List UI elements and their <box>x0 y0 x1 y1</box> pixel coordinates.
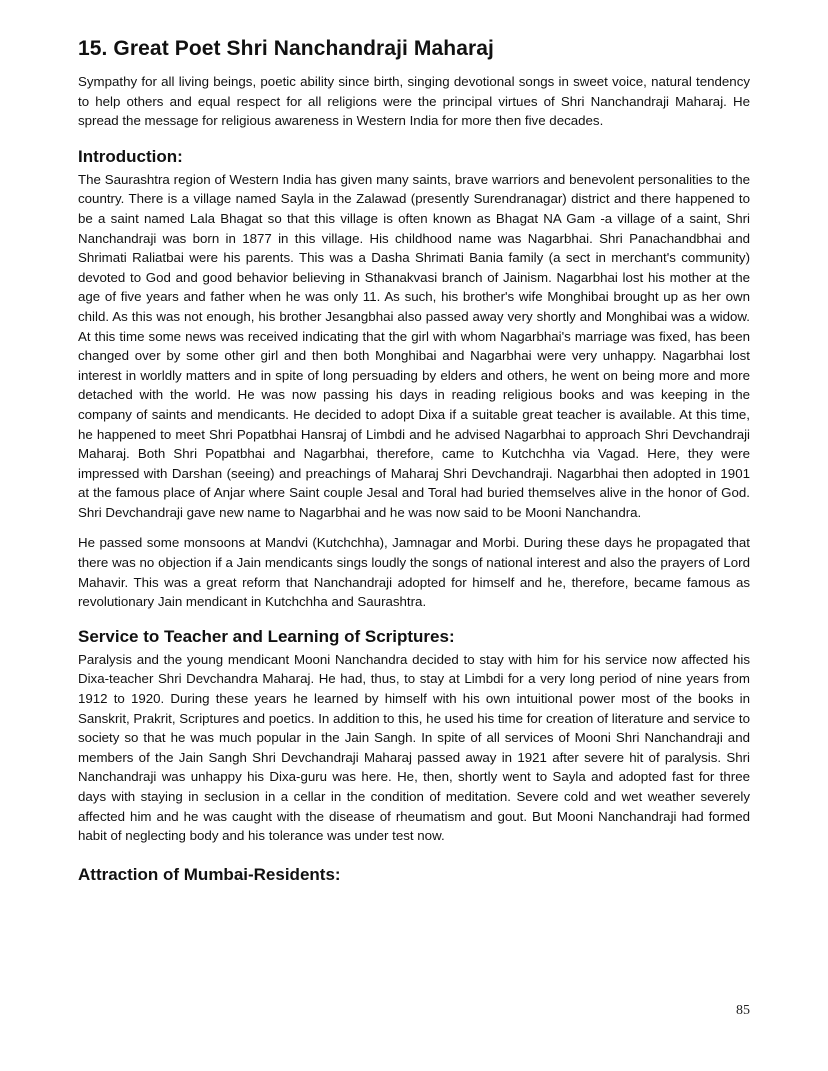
intro-paragraph: Sympathy for all living beings, poetic ability since birth, singing devotional songs in sweet voice, natural tendency to help others and equal respect for all religions were the principal virtues of Shri Nanchandraji Maharaj. He spread the message for religious awareness in Western India for more then five decades. <box>78 74 750 129</box>
page-number: 85 <box>736 1003 750 1018</box>
section-heading-attraction-of-mumbai: Attraction of Mumbai-Residents: <box>78 864 341 884</box>
section-heading-introduction: Introduction: <box>78 146 183 166</box>
introduction-paragraph-1: The Saurashtra region of Western India has given many saints, brave warriors and benevolent personalities to the country. There is a village named Sayla in the Zalawad (presently Surendranagar) district and there happened to be a saint named Lala Bhagat so that this village is often known as Bhagat NA Gam -a village of a saint, Shri Nanchandraji was born in 1877 in this village. His childhood name was Nagarbhai. Shri Panachandbhai and Shrimati Raliatbai were his parents. This was a Dasha Shrimati Bania family (a sect in merchant's community) devoted to God and good behavior believing in Sthanakvasi branch of Jainism. Nagarbhai lost his mother at the age of five years and father when he was only 11. As such, his brother's wife Monghibai brought up as her own child. As this was not enough, his brother Jesangbhai also passed away very shortly and Monghibai was a widow. At this time some news was received indicating that the girl with whom Nagarbhai's marriage was fixed, has been changed over by some other girl and then both Monghibai and Nagarbhai were very unhappy. Nagarbhai lost interest in worldly matters and in spite of long persuading by elders and others, he went on being more and more detached with the world. He was now passing his days in reading religious books and was keeping in the company of saints and mendicants. He decided to adopt Dixa if a suitable great teacher is available. At this time, he happened to meet Shri Popatbhai Hansraj of Limbdi and he advised Nagarbhai to approach Shri Devchandraji Maharaj. Both Shri Popatbhai and Nagarbhai, therefore, came to Kutchchha via Vagad. Here, they were impressed with Darshan (seeing) and preachings of Maharaj Shri Devchandraji. Nagarbhai then adopted in 1901 at the famous place of Anjar where Saint couple Jesal and Toral had buried themselves alive in the honor of God. Shri Devchandraji gave new name to Nagarbhai and he was now said to be Mooni Nanchandra. <box>78 171 750 520</box>
service-paragraph-1: Paralysis and the young mendicant Mooni Nanchandra decided to stay with him for his service now affected his Dixa-teacher Shri Devchandra Maharaj. He had, thus, to stay at Limbdi for a very long period of nine years from 1912 to 1920. During these years he learned by himself with his own intuitional power most of the books in Sanskrit, Prakrit, Scriptures and poetics. In addition to this, he used his time for creation of literature and service to society so that he was much popular in the Jain Sangh. In spite of all services of Mooni Shri Nanchandraji and members of the Jain Sangh Shri Devchandraji Maharaj passed away in 1921 after severe hit of paralysis. Shri Nanchandraji was unhappy his Dixa-guru was here. He, then, shortly went to Sayla and adopted fast for three days with staying in seclusion in a cellar in the condition of meditation. Severe cold and wet weather severely affected him and he was caught with the disease of rheumatism and gout. But Mooni Nanchandraji had formed habit of neglecting body and his tolerance was under test now. <box>78 651 750 844</box>
section-heading-service-to-teacher: Service to Teacher and Learning of Scriptures: <box>78 626 455 646</box>
page-content <box>78 34 750 886</box>
introduction-paragraph-2: He passed some monsoons at Mandvi (Kutchchha), Jamnagar and Morbi. During these days he propagated that there was no objection if a Jain mendicants sings loudly the songs of national interest and also the prayers of Lord Mahavir. This was a great reform that Nanchandraji adopted for himself and he, therefore, became famous as revolutionary Jain mendicant in Kutchchha and Saurashtra. <box>78 535 750 610</box>
chapter-title: 15. Great Poet Shri Nanchandraji Maharaj <box>78 37 494 60</box>
